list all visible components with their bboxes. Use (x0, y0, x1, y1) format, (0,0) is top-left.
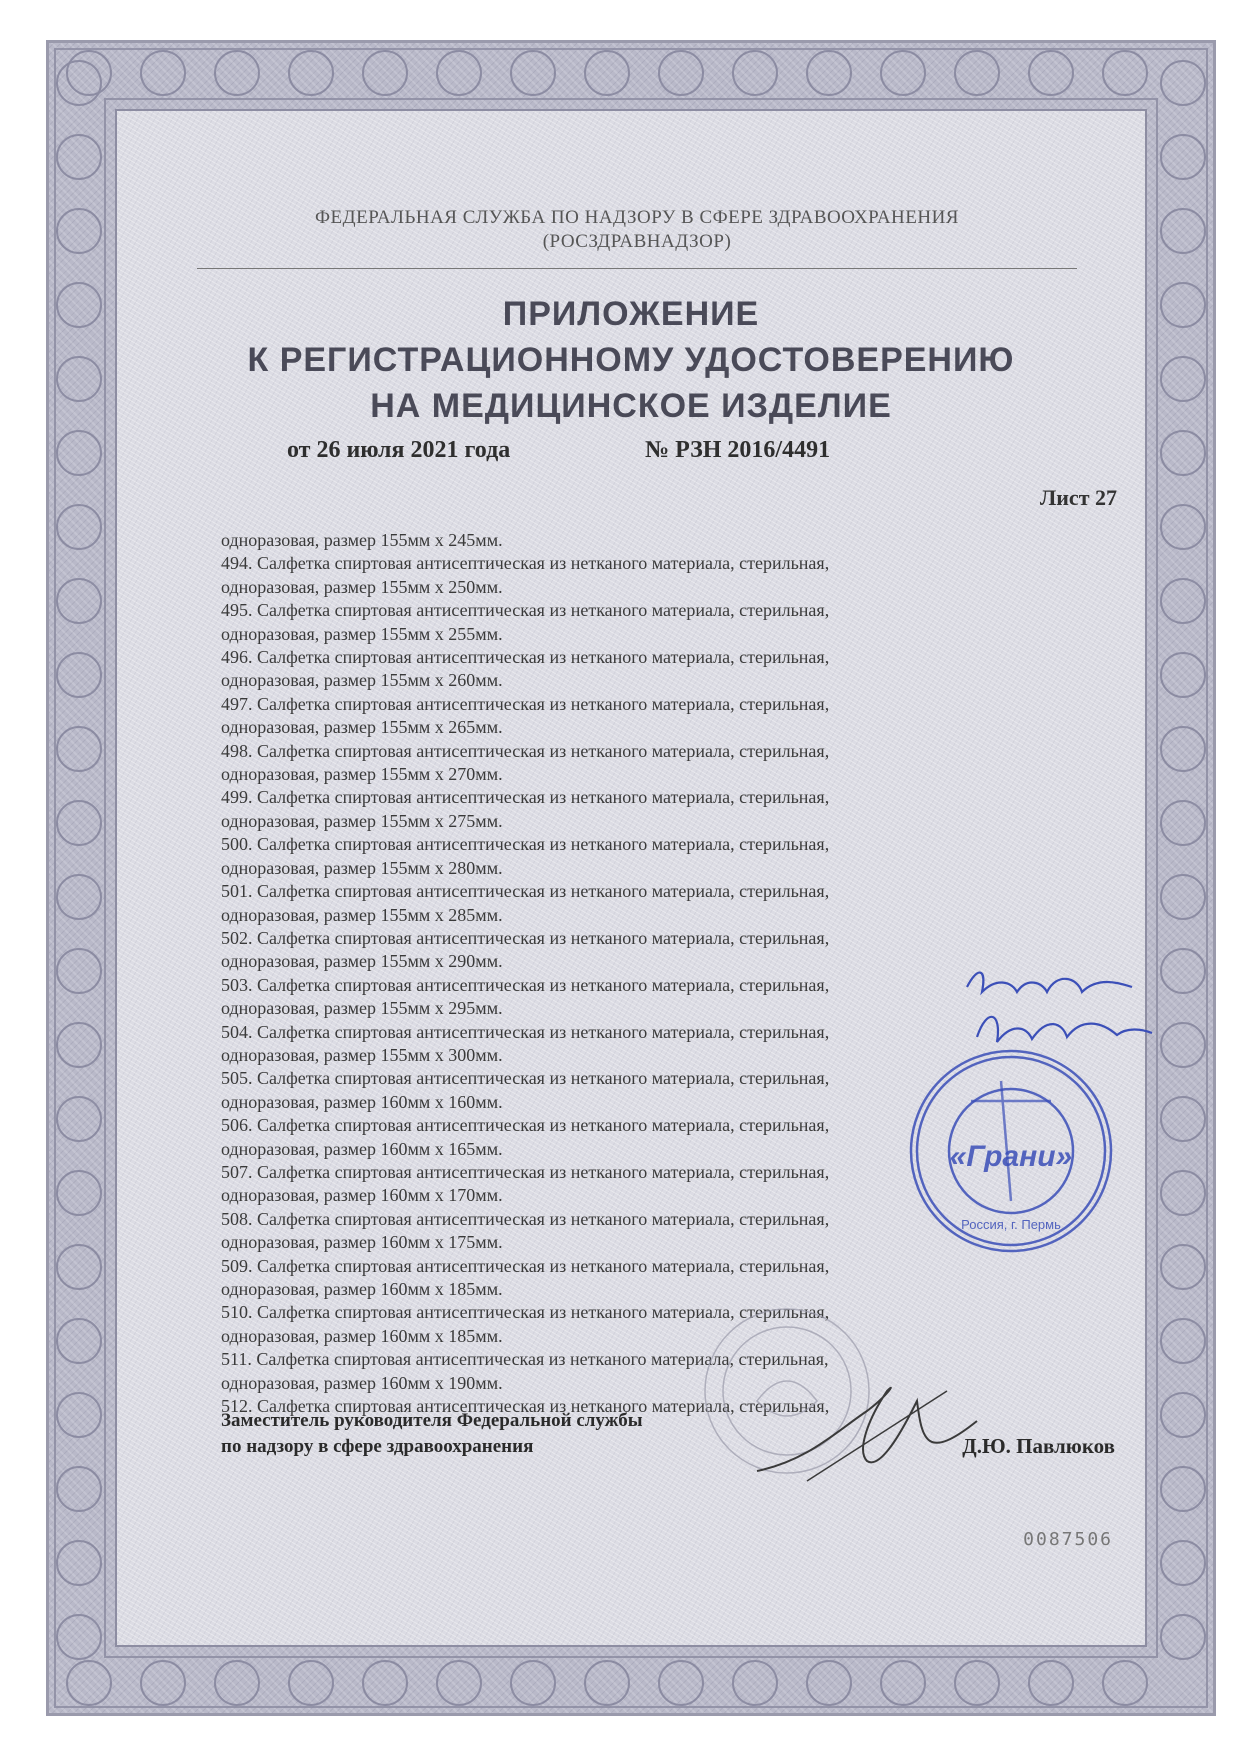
certificate-number: № РЗН 2016/4491 (645, 437, 831, 463)
list-item: 507. Салфетка спиртовая антисептическая из нетканого материала, стерильная, (221, 1161, 830, 1182)
list-item: 502. Салфетка спиртовая антисептическая из нетканого материала, стерильная, (221, 927, 830, 948)
sheet-number: Лист 27 (1039, 485, 1117, 510)
list-item: одноразовая, размер 160мм х 160мм. (221, 1091, 503, 1112)
list-item: одноразовая, размер 155мм х 285мм. (221, 904, 503, 925)
signatory-position-line2: по надзору в сфере здравоохранения (221, 1436, 534, 1457)
list-item: одноразовая, размер 160мм х 190мм. (221, 1372, 503, 1393)
form-serial-number: 0087506 (1023, 1529, 1113, 1550)
list-item: одноразовая, размер 160мм х 175мм. (221, 1232, 503, 1253)
certificate-sheet (46, 40, 1216, 1716)
list-item: одноразовая, размер 155мм х 255мм. (221, 623, 503, 644)
list-item: одноразовая, размер 160мм х 165мм. (221, 1138, 503, 1159)
list-item: одноразовая, размер 155мм х 275мм. (221, 810, 503, 831)
list-item: 504. Салфетка спиртовая антисептическая из нетканого материала, стерильная, (221, 1021, 830, 1042)
list-item: одноразовая, размер 160мм х 185мм. (221, 1325, 503, 1346)
certificate-date: от 26 июля 2021 года (287, 437, 511, 463)
list-item: 510. Салфетка спиртовая антисептическая из нетканого материала, стерильная, (221, 1302, 830, 1323)
list-item: одноразовая, размер 155мм х 280мм. (221, 857, 503, 878)
list-item: одноразовая, размер 155мм х 300мм. (221, 1044, 503, 1065)
document-subtitle-1: К РЕГИСТРАЦИОННОМУ УДОСТОВЕРЕНИЮ (247, 341, 1015, 379)
list-item: одноразовая, размер 155мм х 290мм. (221, 951, 503, 972)
list-item: 512. Салфетка спиртовая антисептическая из нетканого материала, стерильная, (221, 1396, 830, 1417)
list-item: 505. Салфетка спиртовая антисептическая из нетканого материала, стерильная, (221, 1068, 830, 1089)
document-subtitle-2: НА МЕДИЦИНСКОЕ ИЗДЕЛИЕ (370, 387, 892, 425)
list-item: 511. Салфетка спиртовая антисептическая из нетканого материала, стерильная, (221, 1349, 829, 1370)
list-item: 503. Салфетка спиртовая антисептическая из нетканого материала, стерильная, (221, 974, 830, 995)
list-item: одноразовая, размер 155мм х 265мм. (221, 717, 503, 738)
list-item: 495. Салфетка спиртовая антисептическая из нетканого материала, стерильная, (221, 600, 830, 621)
document-title: ПРИЛОЖЕНИЕ (502, 295, 760, 333)
signatory-position (221, 1408, 643, 1460)
list-item: одноразовая, размер 155мм х 270мм. (221, 764, 503, 785)
list-item: 496. Салфетка спиртовая антисептическая из нетканого материала, стерильная, (221, 647, 830, 668)
list-item: 497. Салфетка спиртовая антисептическая из нетканого материала, стерильная, (221, 693, 830, 714)
list-item: одноразовая, размер 155мм х 245мм. (221, 530, 503, 550)
agency-header (177, 206, 1097, 254)
header-divider (197, 268, 1077, 269)
document-body (115, 109, 1147, 1647)
agency-abbr: (РОСЗДРАВНАДЗОР) (542, 231, 732, 252)
signatory-position-line1: Заместитель руководителя Федеральной службы (221, 1410, 643, 1431)
list-item: 506. Салфетка спиртовая антисептическая из нетканого материала, стерильная, (221, 1115, 830, 1136)
stamp-org-name: «Грани» (949, 1140, 1073, 1173)
signatory-name: Д.Ю. Павлюков (962, 1434, 1115, 1458)
list-item: 501. Салфетка спиртовая антисептическая из нетканого материала, стерильная, (221, 881, 830, 902)
list-item: 498. Салфетка спиртовая антисептическая из нетканого материала, стерильная, (221, 740, 830, 761)
official-signature-icon (747, 1351, 987, 1501)
agency-name: ФЕДЕРАЛЬНАЯ СЛУЖБА ПО НАДЗОРУ В СФЕРЕ ЗДРАВООХРАНЕНИЯ (315, 207, 959, 228)
list-item: 499. Салфетка спиртовая антисептическая из нетканого материала, стерильная, (221, 787, 830, 808)
list-item: одноразовая, размер 160мм х 170мм. (221, 1185, 503, 1206)
list-item: одноразовая, размер 155мм х 260мм. (221, 670, 503, 691)
list-item: одноразовая, размер 160мм х 185мм. (221, 1279, 503, 1299)
list-item: 509. Салфетка спиртовая антисептическая из нетканого материала, стерильная, (221, 1255, 830, 1276)
list-item: одноразовая, размер 155мм х 250мм. (221, 576, 503, 597)
list-item: одноразовая, размер 155мм х 295мм. (221, 998, 503, 1019)
list-item: 500. Салфетка спиртовая антисептическая из нетканого материала, стерильная, (221, 834, 830, 855)
stamp-city: Россия, г. Пермь (961, 1217, 1061, 1232)
list-item: 494. Салфетка спиртовая антисептическая из нетканого материала, стерильная, (221, 553, 830, 574)
list-item: 508. Салфетка спиртовая антисептическая из нетканого материала, стерильная, (221, 1208, 830, 1229)
organization-stamp-icon (901, 1041, 1121, 1261)
